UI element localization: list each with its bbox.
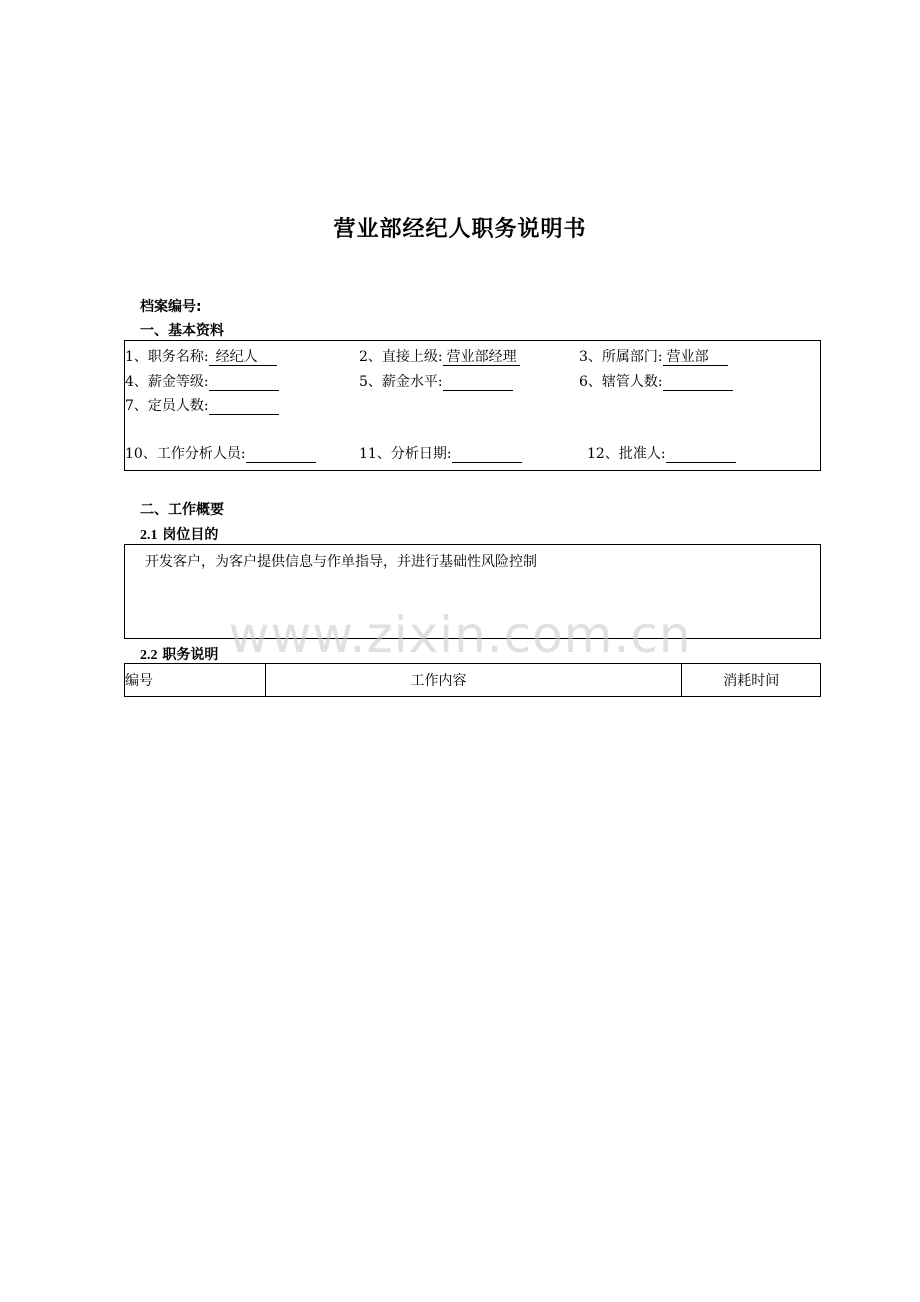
position-name-label: 1、职务名称: xyxy=(125,349,209,365)
table-header-content-label: 工作内容 xyxy=(410,673,467,689)
position-name-field xyxy=(125,346,277,366)
analysis-date-label: 11、分析日期: xyxy=(359,446,452,462)
purpose-text: 开发客户，为客户提供信息与作单指导，并进行基础性风险控制 xyxy=(145,554,537,570)
section2-1-title: 岗位目的 xyxy=(162,527,219,543)
subordinates-value xyxy=(663,374,733,391)
department-value: 营业部 xyxy=(663,349,728,366)
subordinates-field xyxy=(579,371,733,391)
document-title: 营业部经纪人职务说明书 xyxy=(333,217,587,242)
watermark: www.zixin.com.cn xyxy=(228,606,692,664)
section2-2-number: 2.2 xyxy=(140,648,158,663)
analyst-field xyxy=(125,443,316,463)
direct-supervisor-label: 2、直接上级: xyxy=(359,349,443,365)
analysis-date-field xyxy=(359,443,522,463)
section1-heading: 一、基本资料 xyxy=(140,323,224,339)
duty-table xyxy=(124,663,821,697)
table-header-time: 消耗时间 xyxy=(682,664,821,697)
direct-supervisor-value: 营业部经理 xyxy=(443,349,520,366)
headcount-value xyxy=(209,398,279,415)
subordinates-label: 6、辖管人数: xyxy=(579,374,663,390)
salary-level-value xyxy=(443,374,513,391)
section2-1-heading xyxy=(140,524,218,544)
basic-info-box xyxy=(124,340,821,471)
approver-value xyxy=(666,446,736,463)
salary-grade-field xyxy=(125,371,279,391)
table-header-number: 编号 xyxy=(125,664,266,697)
section2-heading: 二、工作概要 xyxy=(140,502,224,518)
section2-2-heading xyxy=(140,644,218,664)
position-name-value: 经纪人 xyxy=(209,349,277,366)
headcount-field xyxy=(125,395,279,415)
analyst-value xyxy=(246,446,316,463)
analyst-label: 10、工作分析人员: xyxy=(125,446,246,462)
analysis-date-value xyxy=(452,446,522,463)
approver-field xyxy=(587,443,736,463)
purpose-box xyxy=(124,544,821,639)
approver-label: 12、批准人: xyxy=(587,446,666,462)
salary-grade-label: 4、薪金等级: xyxy=(125,374,209,390)
salary-grade-value xyxy=(209,374,279,391)
direct-supervisor-field xyxy=(359,346,520,366)
salary-level-label: 5、薪金水平: xyxy=(359,374,443,390)
archive-number-label: 档案编号: xyxy=(140,299,202,315)
salary-level-field xyxy=(359,371,513,391)
section2-1-number: 2.1 xyxy=(140,528,158,543)
table-header-row xyxy=(125,664,821,697)
headcount-label: 7、定员人数: xyxy=(125,398,209,414)
section2-2-title: 职务说明 xyxy=(162,647,219,663)
department-label: 3、所属部门: xyxy=(579,349,663,365)
table-header-content xyxy=(265,664,682,697)
department-field xyxy=(579,346,728,366)
